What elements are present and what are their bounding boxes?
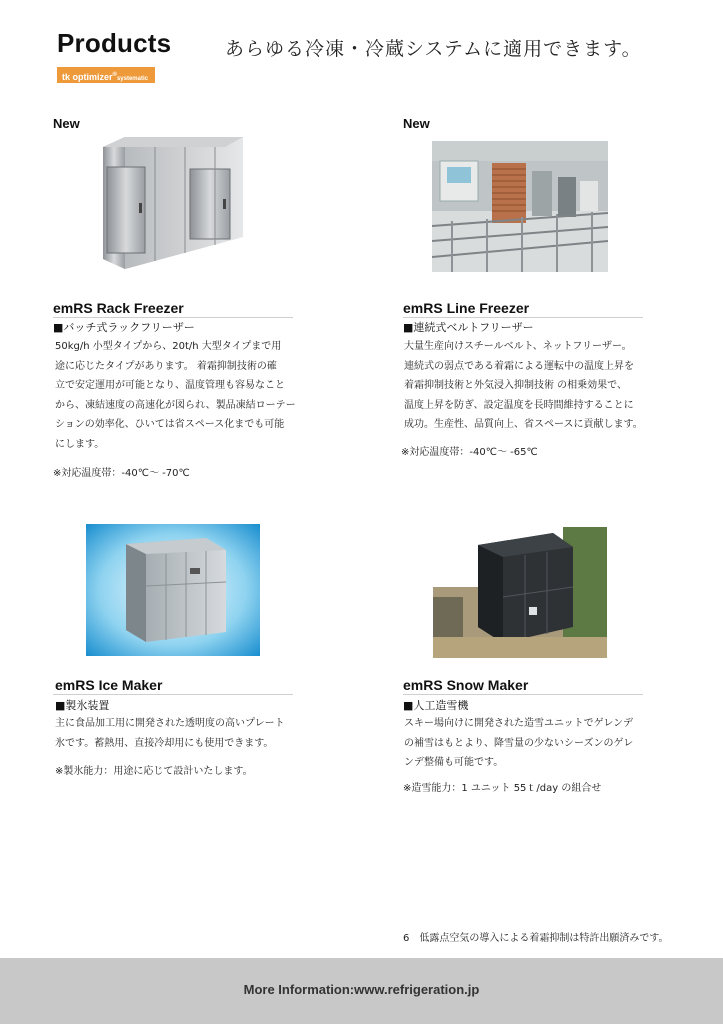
footnote: 6 低露点空気の導入による着霜抑制は特許出願済みです。	[403, 933, 669, 944]
description-line: 途に応じたタイプがあります。 着霜抑制技術の確	[55, 360, 277, 372]
product-subtitle: ■製氷装置	[55, 699, 110, 712]
registered-mark: ®	[112, 72, 117, 78]
product-name: emRS Line Freezer	[403, 300, 530, 316]
product-description	[55, 337, 315, 454]
description-line: 連続式の弱点である着霜による運転中の温度上昇を	[404, 360, 634, 372]
product-name: emRS Snow Maker	[403, 677, 529, 693]
page-tagline: あらゆる冷凍・冷蔵システムに適用できます。	[225, 38, 642, 60]
product-description	[404, 714, 664, 773]
description-line: 大量生産向けスチールベルト、ネットフリーザー。	[404, 341, 632, 352]
capacity-note: ※製氷能力：用途に応じて設計いたします。	[55, 766, 253, 777]
product-description	[55, 714, 315, 753]
temperature-note: ※対応温度帯：-40℃～ -70℃	[53, 468, 190, 479]
product-name: emRS Rack Freezer	[53, 300, 184, 316]
line-freezer-image	[432, 141, 608, 272]
description-line: 氷です。蓄熱用、直接冷却用にも使用できます。	[55, 737, 274, 749]
description-line: 50kg/h 小型タイプから、20t/h 大型タイプまで用	[55, 341, 282, 352]
divider	[403, 694, 643, 695]
product-name: emRS Ice Maker	[55, 677, 163, 693]
description-line: ンデ整備も可能です。	[404, 757, 504, 768]
temperature-note: ※対応温度帯：-40℃～ -65℃	[401, 447, 538, 458]
capacity-note: ※造雪能力：1 ユニット 55ｔ/day の組合せ	[403, 783, 602, 794]
new-label: New	[53, 116, 80, 131]
rack-freezer-image	[95, 133, 247, 273]
description-line: スキー場向けに開発された造雪ユニットでゲレンデ	[404, 718, 634, 729]
description-line: にします。	[55, 438, 105, 450]
divider	[53, 694, 293, 695]
description-line: 立で安定運用が可能となり、温度管理も容易なこと	[55, 380, 285, 391]
product-subtitle: ■人工造雪機	[403, 699, 469, 712]
footer-info-link[interactable]: More Information:www.refrigeration.jp	[243, 982, 480, 997]
product-subtitle: ■バッチ式ラックフリーザー	[53, 321, 195, 334]
brand-badge	[57, 67, 155, 83]
divider	[53, 317, 293, 318]
snow-maker-image	[433, 527, 607, 658]
description-line: 着霜抑制技術と外気浸入抑制技術 の相乗効果で、	[404, 380, 627, 391]
badge-main-text: tk optimizer	[62, 72, 113, 82]
divider	[403, 317, 643, 318]
page-title: Products	[57, 28, 172, 58]
product-subtitle: ■連続式ベルトフリーザー	[403, 321, 534, 334]
product-description	[404, 337, 664, 435]
new-label: New	[403, 116, 430, 131]
description-line: ションの効率化、ひいては省スペース化までも可能	[55, 419, 285, 430]
badge-small-text: systematic	[116, 76, 148, 82]
description-line: の補雪はもとより、降雪量の少ないシーズンのゲレ	[404, 737, 634, 749]
description-line: から、凍結速度の高速化が図られ、製品凍結ローテー	[55, 399, 296, 411]
description-line: 成功。生産性、品質向上、省スペースに貢献します。	[404, 419, 643, 430]
description-line: 温度上昇を防ぎ、設定温度を長時間維持することに	[404, 399, 634, 411]
ice-maker-image	[86, 524, 260, 656]
description-line: 主に食品加工用に開発された透明度の高いプレート	[55, 718, 285, 729]
